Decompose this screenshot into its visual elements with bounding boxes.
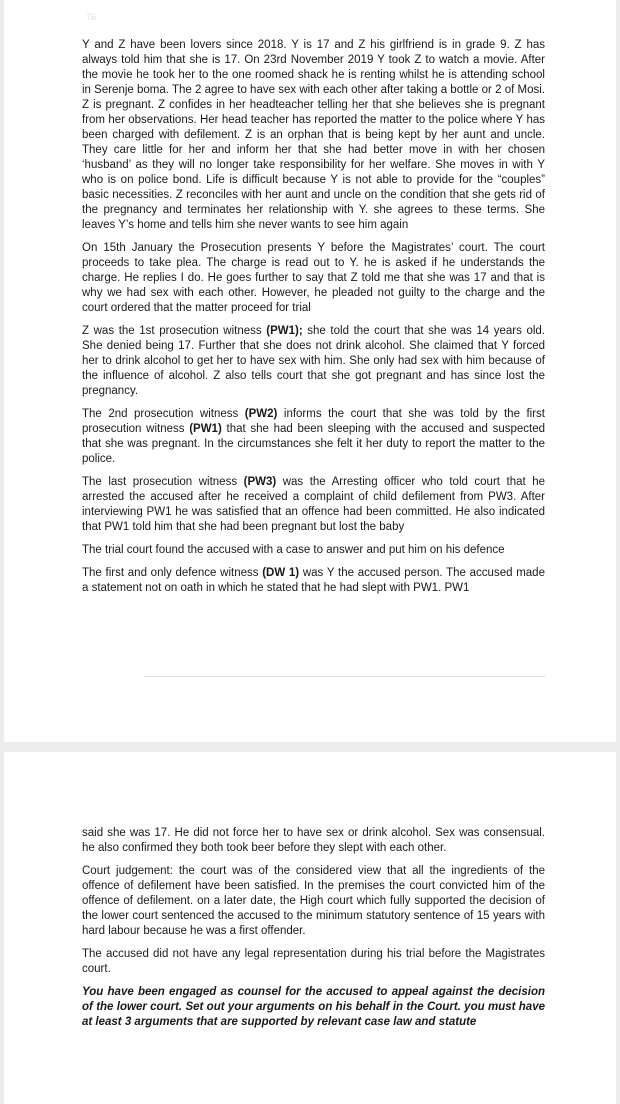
representation-paragraph: The accused did not have any legal representation during his trial before the Magistrates court. [82, 948, 545, 975]
page-2-body [82, 826, 545, 1038]
page-number: 76 [86, 12, 97, 22]
footer-rule [144, 676, 546, 677]
pw3-text-start: The last prosecution witness [82, 476, 244, 488]
pw2-text-rest: that she had been sleeping with the accused and suspected that she was pregnant. In the circumstances she felt it her duty to report the matter to the police. [82, 423, 545, 465]
pw2-paragraph [82, 407, 545, 467]
pw3-label: (PW3) [243, 476, 277, 488]
pw1-paragraph [82, 324, 545, 399]
page-1-body [82, 38, 545, 604]
pw2-label: (PW2) [244, 408, 278, 420]
pw1-text-rest: she told the court that she was 14 years old. She denied being 17. Further that she does not drink alcohol. She claimed that Y forced her to drink alcohol to get her to have sex with him. She only had sex with him because of the influence of alcohol. Z also tells court that she got pregnant and has since lost the pregnancy. [82, 325, 545, 397]
pw2-text-start: The 2nd prosecution witness [82, 408, 245, 420]
plea-paragraph: On 15th January the Prosecution presents Y before the Magistrates’ court. The court proceeds to take plea. The charge is read out to Y. he is asked if he understands the charge. He replies I do. He goes further to say that Z told me that she was 17 and that is why we had sex with each other. However, he pleaded not guilty to the charge and the court ordered that the matter proceed for trial [82, 242, 545, 314]
dw1-text-rest: was Y the accused person. The accused made a statement not on oath in which he stated that he had slept with PW1. PW1 [82, 567, 545, 594]
pw1-label: (PW1); [266, 325, 303, 337]
case-to-answer-paragraph: The trial court found the accused with a case to answer and put him on his defence [82, 544, 505, 556]
pw3-text-rest: was the Arresting officer who told court that he arrested the accused after he received a complaint of child defilement from PW3. After interviewing PW1 he was satisfied that an offence had been committed. He also indicated that PW1 told him that she had been pregnant but lost the baby [82, 476, 545, 533]
document-page-2 [4, 752, 616, 1104]
dw1-label: (DW 1) [262, 567, 300, 579]
dw1-continued-paragraph: said she was 17. He did not force her to have sex or drink alcohol. Sex was consensual. he also confirmed they both took beer before they slept with each other. [82, 827, 545, 854]
judgement-paragraph: Court judgement: the court was of the considered view that all the ingredients of the offence of defilement have been satisfied. In the premises the court convicted him of the offence of defilement. on a later date, the High court which fully supported the decision of the lower court sentenced the accused to the minimum statutory sentence of 15 years with hard labour because he was a first offender. [82, 865, 545, 937]
question-paragraph: You have been engaged as counsel for the accused to appeal against the decision of the lower court. Set out your arguments on his behalf in the Court. you must have at least 3 arguments that are supported by relevant case law and statute [82, 986, 545, 1028]
pw1-text-start: Z was the 1st prosecution witness [82, 325, 267, 337]
facts-paragraph: Y and Z have been lovers since 2018. Y is 17 and Z his girlfriend is in grade 9. Z has always told him that she is 17. On 23rd November 2019 Y took Z to watch a movie. After the movie he took her to the one roomed shack he is renting whilst he is attending school in Serenje boma. The 2 agree to have sex with each other after taking a bottle or 2 of Mosi. Z is pregnant. Z confides in her headteacher telling her that she believes she is pregnant from her observations. Her head teacher has reported the matter to the police where Y has been charged with defilement. Z is an orphan that is being kept by her aunt and uncle. They care little for her and inform her that she had better move in with her chosen ‘husband’ as they will no longer take responsibility for her welfare. She moves in with Y who is on police bond. Life is difficult because Y is not able to provide for the “couples” basic necessities. Z reconciles with her aunt and uncle on the condition that she gets rid of the pregnancy and terminates her relationship with Y. she agrees to these terms. She leaves Y’s home and tells him she never wants to see him again [82, 39, 545, 231]
pw3-paragraph [82, 475, 545, 535]
pw2-pw1-label: (PW1) [189, 423, 222, 435]
dw1-paragraph [82, 566, 545, 596]
document-page-1 [4, 0, 616, 742]
pw2-text-middle: informs the court that she was told by the first prosecution witness [82, 408, 545, 435]
dw1-text-start: The first and only defence witness [82, 567, 263, 579]
